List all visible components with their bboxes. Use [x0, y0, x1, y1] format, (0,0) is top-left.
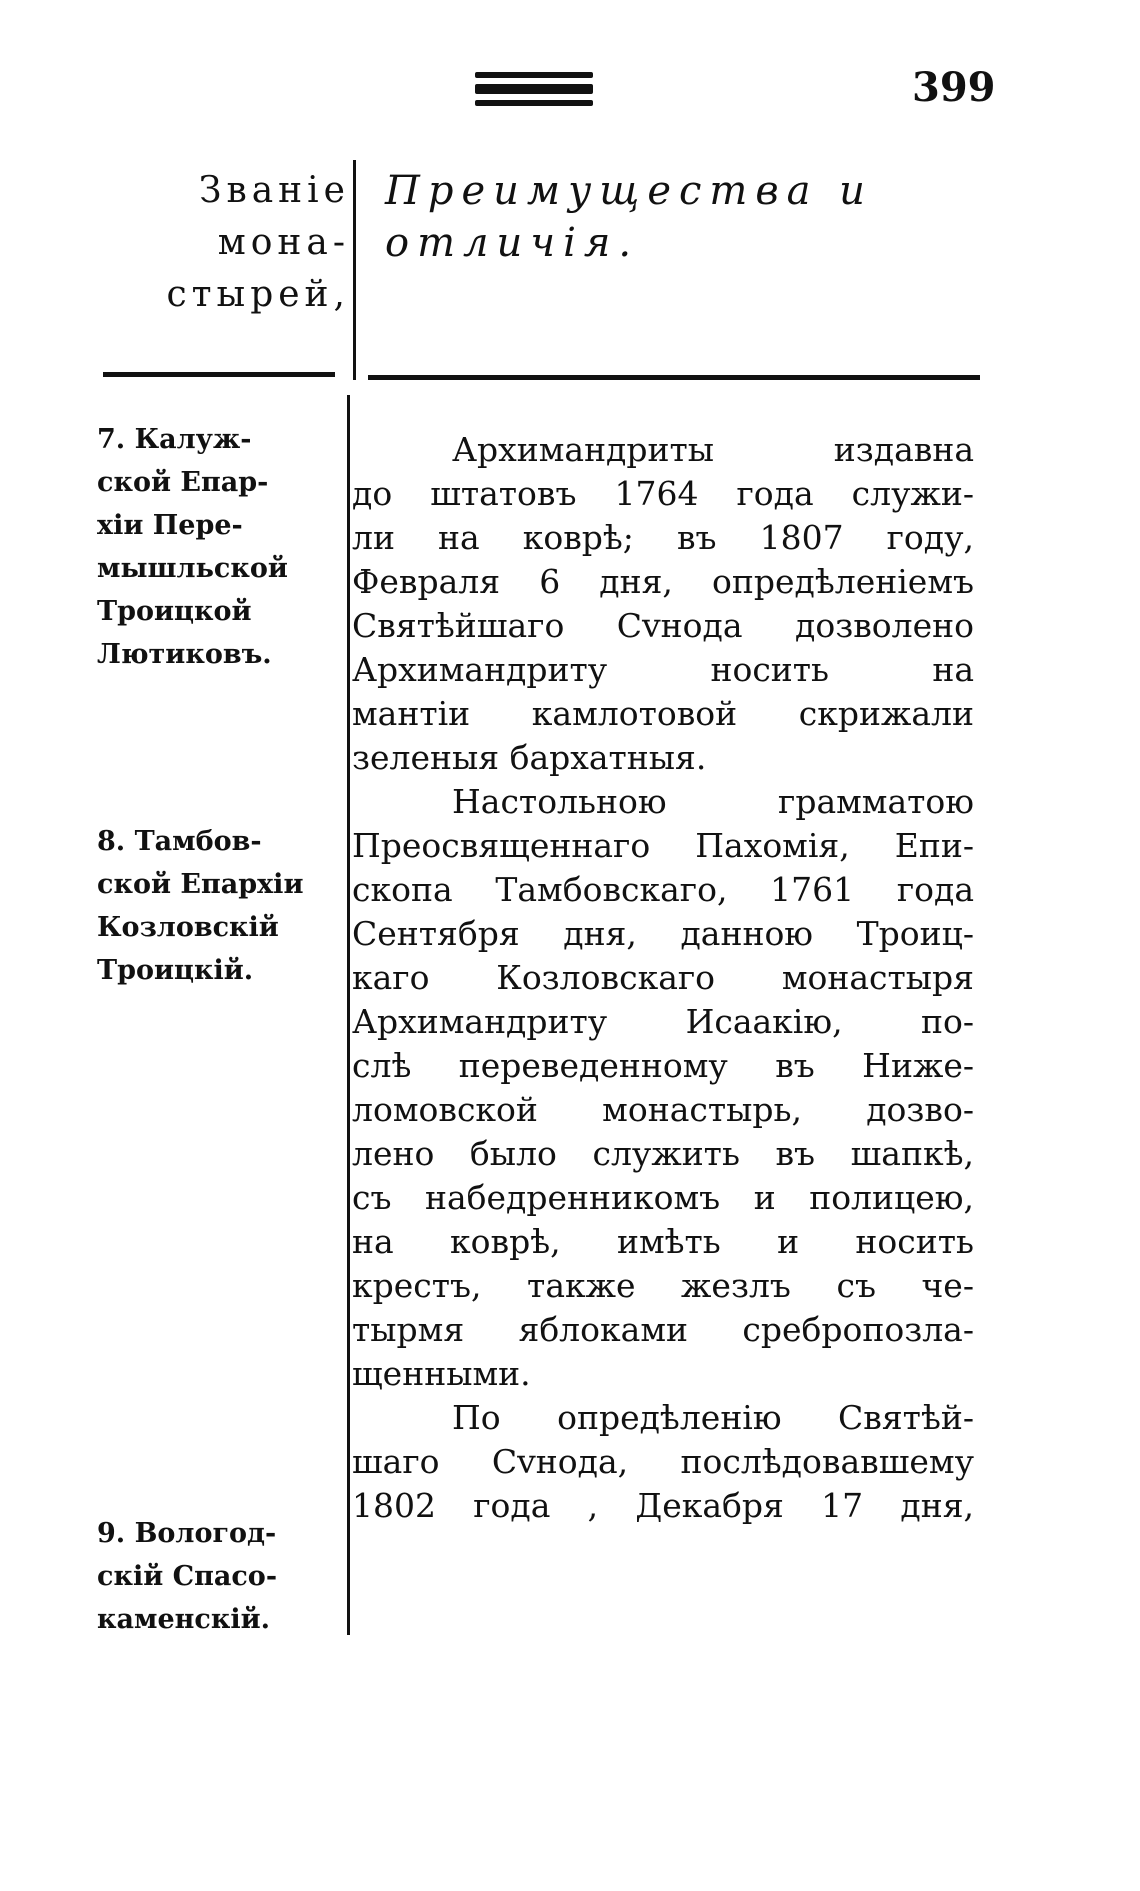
text-line: Святѣйшаго Сvнода дозволено: [352, 606, 974, 645]
entry-line: Троицкій.: [97, 955, 254, 986]
header-left-line: Званіе: [199, 170, 350, 211]
text-line: зеленыя бархатныя.: [352, 738, 707, 777]
text-line: на коврѣ, имѣть и носить: [352, 1222, 974, 1261]
body-column-divider: [347, 395, 350, 1635]
entry-line: 8. Тамбов-: [97, 826, 262, 857]
text-line: щенными.: [352, 1354, 531, 1393]
text-line: ли на коврѣ; въ 1807 году,: [352, 518, 974, 557]
entry-line: ской Епархіи: [97, 869, 304, 900]
monastery-entry: [97, 1512, 347, 1641]
entry-line: Козловскій: [97, 912, 279, 943]
text-line: шаго Сvнода, послѣдовавшему: [352, 1442, 974, 1481]
header-left-line: стырей,: [166, 274, 350, 315]
text-line: Преосвященнаго Пахомія, Епи-: [352, 826, 974, 865]
entry-line: 7. Калуж-: [97, 424, 252, 455]
header-rule-left: [103, 372, 335, 377]
header-right-line: отличія.: [385, 220, 640, 266]
entry-line: хіи Пере-: [97, 510, 243, 541]
monastery-entry: [97, 418, 347, 676]
text-line: Архимандриты издавна: [452, 430, 974, 469]
text-line: ломовской монастырь, дозво-: [352, 1090, 974, 1129]
column-header-left: [100, 165, 350, 321]
page-number: 399: [912, 64, 996, 111]
text-line: лено было служить въ шапкѣ,: [352, 1134, 974, 1173]
column-header-right: [385, 165, 1005, 269]
header-column-divider: [353, 160, 356, 380]
text-line: Февраля 6 дня, опредѣленіемъ: [352, 562, 974, 601]
entry-line: Лютиковъ.: [97, 639, 272, 670]
entry-line: 9. Вологод-: [97, 1518, 277, 1549]
entry-line: каменскій.: [97, 1604, 271, 1635]
text-line: до штатовъ 1764 года служи-: [352, 474, 974, 513]
text-line: По опредѣленію Святѣй-: [452, 1398, 974, 1437]
text-line: Настольною грамматою: [452, 782, 974, 821]
text-line: крестъ, также жезлъ съ че-: [352, 1266, 974, 1305]
entry-line: скій Спасо-: [97, 1561, 278, 1592]
header-ornament: [475, 72, 593, 106]
header-right-line: Преимущества и: [385, 168, 873, 214]
text-line: каго Козловскаго монастыря: [352, 958, 974, 997]
text-line: съ набедренникомъ и полицею,: [352, 1178, 974, 1217]
text-line: мантіи камлотовой скрижали: [352, 694, 974, 733]
text-line: слѣ переведенному въ Ниже-: [352, 1046, 974, 1085]
text-line: скопа Тамбовскаго, 1761 года: [352, 870, 974, 909]
entry-line: мышльской: [97, 553, 288, 584]
text-line: тырмя яблоками сребропозла-: [352, 1310, 974, 1349]
entry-line: Троицкой: [97, 596, 252, 627]
monastery-entry: [97, 820, 347, 992]
header-rule-right: [368, 375, 980, 380]
text-line: 1802 года , Декабря 17 дня,: [352, 1486, 974, 1525]
privileges-text: [352, 428, 974, 1528]
text-line: Архимандриту носить на: [352, 650, 974, 689]
text-line: Сентября дня, данною Троиц-: [352, 914, 974, 953]
header-left-line: мона-: [217, 222, 350, 263]
entry-line: ской Епар-: [97, 467, 269, 498]
text-line: Архимандриту Исаакію, по-: [352, 1002, 974, 1041]
